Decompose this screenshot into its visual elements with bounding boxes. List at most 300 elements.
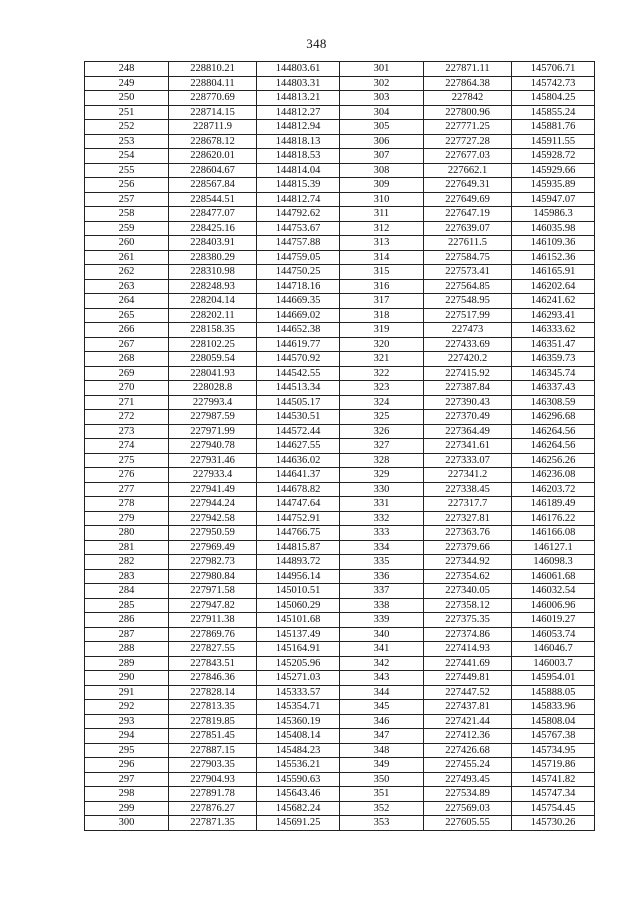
table-row [85, 366, 595, 381]
point-number-cell: 324 [340, 395, 424, 410]
point-number-cell: 302 [340, 76, 424, 91]
y-coordinate-cell: 145954.01 [512, 671, 595, 686]
x-coordinate-cell: 227942.58 [169, 511, 257, 526]
coordinates-table [84, 61, 595, 831]
y-coordinate-cell: 146189.49 [512, 497, 595, 512]
x-coordinate-cell: 227639.07 [424, 221, 512, 236]
table-row [85, 395, 595, 410]
y-coordinate-cell: 145719.86 [512, 758, 595, 773]
x-coordinate-cell: 227455.24 [424, 758, 512, 773]
table-row [85, 526, 595, 541]
x-coordinate-cell: 228403.91 [169, 236, 257, 251]
table-row [85, 221, 595, 236]
x-coordinate-cell: 227569.03 [424, 801, 512, 816]
y-coordinate-cell: 146333.62 [512, 323, 595, 338]
table-row [85, 685, 595, 700]
x-coordinate-cell: 227412.36 [424, 729, 512, 744]
point-number-cell: 350 [340, 772, 424, 787]
x-coordinate-cell: 227548.95 [424, 294, 512, 309]
x-coordinate-cell: 227390.43 [424, 395, 512, 410]
point-number-cell: 271 [85, 395, 169, 410]
y-coordinate-cell: 145484.23 [257, 743, 340, 758]
x-coordinate-cell: 227969.49 [169, 540, 257, 555]
x-coordinate-cell: 228202.11 [169, 308, 257, 323]
x-coordinate-cell: 227869.76 [169, 627, 257, 642]
table-row [85, 468, 595, 483]
x-coordinate-cell: 227971.99 [169, 424, 257, 439]
x-coordinate-cell: 227493.45 [424, 772, 512, 787]
x-coordinate-cell: 227317.7 [424, 497, 512, 512]
y-coordinate-cell: 145804.25 [512, 91, 595, 106]
point-number-cell: 351 [340, 787, 424, 802]
point-number-cell: 296 [85, 758, 169, 773]
y-coordinate-cell: 144505.17 [257, 395, 340, 410]
table-row [85, 540, 595, 555]
coordinates-table-body [85, 62, 595, 831]
point-number-cell: 284 [85, 584, 169, 599]
y-coordinate-cell: 146264.56 [512, 439, 595, 454]
table-row [85, 453, 595, 468]
table-row [85, 656, 595, 671]
point-number-cell: 310 [340, 192, 424, 207]
x-coordinate-cell: 227800.96 [424, 105, 512, 120]
point-number-cell: 262 [85, 265, 169, 280]
x-coordinate-cell: 227611.5 [424, 236, 512, 251]
y-coordinate-cell: 146035.98 [512, 221, 595, 236]
y-coordinate-cell: 144572.44 [257, 424, 340, 439]
y-coordinate-cell: 146293.41 [512, 308, 595, 323]
point-number-cell: 254 [85, 149, 169, 164]
x-coordinate-cell: 227904.93 [169, 772, 257, 787]
point-number-cell: 303 [340, 91, 424, 106]
table-row [85, 323, 595, 338]
table-row [85, 105, 595, 120]
x-coordinate-cell: 228804.11 [169, 76, 257, 91]
table-row [85, 91, 595, 106]
y-coordinate-cell: 145754.45 [512, 801, 595, 816]
table-row [85, 714, 595, 729]
y-coordinate-cell: 144757.88 [257, 236, 340, 251]
table-row [85, 700, 595, 715]
y-coordinate-cell: 145888.05 [512, 685, 595, 700]
x-coordinate-cell: 227573.41 [424, 265, 512, 280]
y-coordinate-cell: 144669.02 [257, 308, 340, 323]
table-row [85, 236, 595, 251]
point-number-cell: 332 [340, 511, 424, 526]
point-number-cell: 283 [85, 569, 169, 584]
point-number-cell: 249 [85, 76, 169, 91]
x-coordinate-cell: 227605.55 [424, 816, 512, 831]
point-number-cell: 312 [340, 221, 424, 236]
y-coordinate-cell: 144570.92 [257, 352, 340, 367]
table-row [85, 555, 595, 570]
x-coordinate-cell: 227827.55 [169, 642, 257, 657]
x-coordinate-cell: 227843.51 [169, 656, 257, 671]
x-coordinate-cell: 228477.07 [169, 207, 257, 222]
table-row [85, 76, 595, 91]
x-coordinate-cell: 228567.84 [169, 178, 257, 193]
point-number-cell: 282 [85, 555, 169, 570]
point-number-cell: 309 [340, 178, 424, 193]
point-number-cell: 253 [85, 134, 169, 149]
y-coordinate-cell: 146046.7 [512, 642, 595, 657]
point-number-cell: 298 [85, 787, 169, 802]
x-coordinate-cell: 227647.19 [424, 207, 512, 222]
y-coordinate-cell: 144814.04 [257, 163, 340, 178]
table-row [85, 163, 595, 178]
y-coordinate-cell: 144678.82 [257, 482, 340, 497]
point-number-cell: 344 [340, 685, 424, 700]
y-coordinate-cell: 146127.1 [512, 540, 595, 555]
table-row [85, 308, 595, 323]
x-coordinate-cell: 227354.62 [424, 569, 512, 584]
point-number-cell: 346 [340, 714, 424, 729]
x-coordinate-cell: 227846.36 [169, 671, 257, 686]
y-coordinate-cell: 144803.61 [257, 62, 340, 77]
table-row [85, 758, 595, 773]
x-coordinate-cell: 227433.69 [424, 337, 512, 352]
y-coordinate-cell: 144893.72 [257, 555, 340, 570]
y-coordinate-cell: 146241.62 [512, 294, 595, 309]
point-number-cell: 323 [340, 381, 424, 396]
point-number-cell: 252 [85, 120, 169, 135]
point-number-cell: 292 [85, 700, 169, 715]
y-coordinate-cell: 145747.34 [512, 787, 595, 802]
x-coordinate-cell: 227987.59 [169, 410, 257, 425]
y-coordinate-cell: 145354.71 [257, 700, 340, 715]
y-coordinate-cell: 145333.57 [257, 685, 340, 700]
x-coordinate-cell: 227727.28 [424, 134, 512, 149]
point-number-cell: 274 [85, 439, 169, 454]
y-coordinate-cell: 145706.71 [512, 62, 595, 77]
x-coordinate-cell: 227649.69 [424, 192, 512, 207]
table-row [85, 424, 595, 439]
x-coordinate-cell: 227871.35 [169, 816, 257, 831]
point-number-cell: 273 [85, 424, 169, 439]
point-number-cell: 342 [340, 656, 424, 671]
y-coordinate-cell: 144513.34 [257, 381, 340, 396]
x-coordinate-cell: 227982.73 [169, 555, 257, 570]
y-coordinate-cell: 145742.73 [512, 76, 595, 91]
table-row [85, 627, 595, 642]
point-number-cell: 340 [340, 627, 424, 642]
table-row [85, 482, 595, 497]
point-number-cell: 297 [85, 772, 169, 787]
point-number-cell: 295 [85, 743, 169, 758]
table-row [85, 729, 595, 744]
x-coordinate-cell: 227771.25 [424, 120, 512, 135]
point-number-cell: 287 [85, 627, 169, 642]
x-coordinate-cell: 227340.05 [424, 584, 512, 599]
table-row [85, 410, 595, 425]
x-coordinate-cell: 228678.12 [169, 134, 257, 149]
table-row [85, 381, 595, 396]
y-coordinate-cell: 146165.91 [512, 265, 595, 280]
point-number-cell: 256 [85, 178, 169, 193]
table-row [85, 62, 595, 77]
y-coordinate-cell: 144818.53 [257, 149, 340, 164]
y-coordinate-cell: 144753.67 [257, 221, 340, 236]
y-coordinate-cell: 145741.82 [512, 772, 595, 787]
table-row [85, 439, 595, 454]
x-coordinate-cell: 228810.21 [169, 62, 257, 77]
point-number-cell: 336 [340, 569, 424, 584]
x-coordinate-cell: 227344.92 [424, 555, 512, 570]
y-coordinate-cell: 145911.55 [512, 134, 595, 149]
point-number-cell: 325 [340, 410, 424, 425]
x-coordinate-cell: 227447.52 [424, 685, 512, 700]
x-coordinate-cell: 228248.93 [169, 279, 257, 294]
x-coordinate-cell: 227819.85 [169, 714, 257, 729]
y-coordinate-cell: 144815.39 [257, 178, 340, 193]
y-coordinate-cell: 146098.3 [512, 555, 595, 570]
point-number-cell: 290 [85, 671, 169, 686]
x-coordinate-cell: 227980.84 [169, 569, 257, 584]
x-coordinate-cell: 228158.35 [169, 323, 257, 338]
x-coordinate-cell: 227517.99 [424, 308, 512, 323]
table-row [85, 120, 595, 135]
x-coordinate-cell: 227649.31 [424, 178, 512, 193]
point-number-cell: 327 [340, 439, 424, 454]
table-row [85, 207, 595, 222]
point-number-cell: 276 [85, 468, 169, 483]
point-number-cell: 250 [85, 91, 169, 106]
y-coordinate-cell: 145833.96 [512, 700, 595, 715]
point-number-cell: 272 [85, 410, 169, 425]
x-coordinate-cell: 228714.15 [169, 105, 257, 120]
x-coordinate-cell: 227871.11 [424, 62, 512, 77]
x-coordinate-cell: 227441.69 [424, 656, 512, 671]
table-row [85, 265, 595, 280]
point-number-cell: 339 [340, 613, 424, 628]
table-row [85, 598, 595, 613]
point-number-cell: 288 [85, 642, 169, 657]
x-coordinate-cell: 227374.86 [424, 627, 512, 642]
point-number-cell: 335 [340, 555, 424, 570]
y-coordinate-cell: 145691.25 [257, 816, 340, 831]
point-number-cell: 345 [340, 700, 424, 715]
y-coordinate-cell: 145986.3 [512, 207, 595, 222]
y-coordinate-cell: 145808.04 [512, 714, 595, 729]
point-number-cell: 313 [340, 236, 424, 251]
y-coordinate-cell: 145767.38 [512, 729, 595, 744]
y-coordinate-cell: 146296.68 [512, 410, 595, 425]
y-coordinate-cell: 145881.76 [512, 120, 595, 135]
point-number-cell: 275 [85, 453, 169, 468]
table-row [85, 149, 595, 164]
x-coordinate-cell: 227564.85 [424, 279, 512, 294]
point-number-cell: 317 [340, 294, 424, 309]
table-row [85, 772, 595, 787]
x-coordinate-cell: 227940.78 [169, 439, 257, 454]
point-number-cell: 263 [85, 279, 169, 294]
point-number-cell: 306 [340, 134, 424, 149]
point-number-cell: 300 [85, 816, 169, 831]
x-coordinate-cell: 228380.29 [169, 250, 257, 265]
x-coordinate-cell: 227662.1 [424, 163, 512, 178]
x-coordinate-cell: 227437.81 [424, 700, 512, 715]
table-row [85, 511, 595, 526]
point-number-cell: 318 [340, 308, 424, 323]
point-number-cell: 248 [85, 62, 169, 77]
point-number-cell: 261 [85, 250, 169, 265]
point-number-cell: 281 [85, 540, 169, 555]
point-number-cell: 343 [340, 671, 424, 686]
point-number-cell: 330 [340, 482, 424, 497]
table-row [85, 134, 595, 149]
y-coordinate-cell: 145408.14 [257, 729, 340, 744]
x-coordinate-cell: 228620.01 [169, 149, 257, 164]
point-number-cell: 326 [340, 424, 424, 439]
y-coordinate-cell: 144766.75 [257, 526, 340, 541]
y-coordinate-cell: 144627.55 [257, 439, 340, 454]
point-number-cell: 299 [85, 801, 169, 816]
point-number-cell: 353 [340, 816, 424, 831]
x-coordinate-cell: 227363.76 [424, 526, 512, 541]
table-row [85, 816, 595, 831]
x-coordinate-cell: 227887.15 [169, 743, 257, 758]
point-number-cell: 331 [340, 497, 424, 512]
point-number-cell: 319 [340, 323, 424, 338]
table-row [85, 584, 595, 599]
point-number-cell: 348 [340, 743, 424, 758]
point-number-cell: 304 [340, 105, 424, 120]
point-number-cell: 314 [340, 250, 424, 265]
x-coordinate-cell: 227414.93 [424, 642, 512, 657]
y-coordinate-cell: 144812.94 [257, 120, 340, 135]
y-coordinate-cell: 144542.55 [257, 366, 340, 381]
y-coordinate-cell: 146256.26 [512, 453, 595, 468]
point-number-cell: 316 [340, 279, 424, 294]
table-row [85, 642, 595, 657]
y-coordinate-cell: 146359.73 [512, 352, 595, 367]
x-coordinate-cell: 227358.12 [424, 598, 512, 613]
point-number-cell: 341 [340, 642, 424, 657]
x-coordinate-cell: 228041.93 [169, 366, 257, 381]
x-coordinate-cell: 227584.75 [424, 250, 512, 265]
point-number-cell: 307 [340, 149, 424, 164]
x-coordinate-cell: 228544.51 [169, 192, 257, 207]
table-row [85, 671, 595, 686]
x-coordinate-cell: 227941.49 [169, 482, 257, 497]
y-coordinate-cell: 146032.54 [512, 584, 595, 599]
y-coordinate-cell: 146109.36 [512, 236, 595, 251]
x-coordinate-cell: 227426.68 [424, 743, 512, 758]
x-coordinate-cell: 227379.66 [424, 540, 512, 555]
y-coordinate-cell: 146006.96 [512, 598, 595, 613]
point-number-cell: 269 [85, 366, 169, 381]
point-number-cell: 291 [85, 685, 169, 700]
y-coordinate-cell: 145928.72 [512, 149, 595, 164]
y-coordinate-cell: 144812.74 [257, 192, 340, 207]
point-number-cell: 289 [85, 656, 169, 671]
point-number-cell: 294 [85, 729, 169, 744]
y-coordinate-cell: 144752.91 [257, 511, 340, 526]
point-number-cell: 280 [85, 526, 169, 541]
y-coordinate-cell: 145205.96 [257, 656, 340, 671]
x-coordinate-cell: 227931.46 [169, 453, 257, 468]
y-coordinate-cell: 144815.87 [257, 540, 340, 555]
x-coordinate-cell: 227944.24 [169, 497, 257, 512]
y-coordinate-cell: 146308.59 [512, 395, 595, 410]
point-number-cell: 308 [340, 163, 424, 178]
x-coordinate-cell: 227950.59 [169, 526, 257, 541]
y-coordinate-cell: 144641.37 [257, 468, 340, 483]
x-coordinate-cell: 228102.25 [169, 337, 257, 352]
y-coordinate-cell: 146061.68 [512, 569, 595, 584]
point-number-cell: 258 [85, 207, 169, 222]
point-number-cell: 293 [85, 714, 169, 729]
point-number-cell: 305 [340, 120, 424, 135]
point-number-cell: 285 [85, 598, 169, 613]
y-coordinate-cell: 145730.26 [512, 816, 595, 831]
x-coordinate-cell: 227421.44 [424, 714, 512, 729]
y-coordinate-cell: 145271.03 [257, 671, 340, 686]
page-number: 348 [306, 36, 327, 51]
y-coordinate-cell: 146337.43 [512, 381, 595, 396]
y-coordinate-cell: 146003.7 [512, 656, 595, 671]
x-coordinate-cell: 228425.16 [169, 221, 257, 236]
table-row [85, 294, 595, 309]
point-number-cell: 268 [85, 352, 169, 367]
point-number-cell: 322 [340, 366, 424, 381]
x-coordinate-cell: 227947.82 [169, 598, 257, 613]
y-coordinate-cell: 145929.66 [512, 163, 595, 178]
x-coordinate-cell: 227370.49 [424, 410, 512, 425]
x-coordinate-cell: 227876.27 [169, 801, 257, 816]
point-number-cell: 267 [85, 337, 169, 352]
y-coordinate-cell: 144619.77 [257, 337, 340, 352]
y-coordinate-cell: 144747.64 [257, 497, 340, 512]
y-coordinate-cell: 145010.51 [257, 584, 340, 599]
y-coordinate-cell: 145643.46 [257, 787, 340, 802]
point-number-cell: 260 [85, 236, 169, 251]
y-coordinate-cell: 146345.74 [512, 366, 595, 381]
y-coordinate-cell: 146203.72 [512, 482, 595, 497]
x-coordinate-cell: 228310.98 [169, 265, 257, 280]
y-coordinate-cell: 146176.22 [512, 511, 595, 526]
point-number-cell: 279 [85, 511, 169, 526]
x-coordinate-cell: 227341.2 [424, 468, 512, 483]
y-coordinate-cell: 144956.14 [257, 569, 340, 584]
x-coordinate-cell: 227993.4 [169, 395, 257, 410]
table-row [85, 279, 595, 294]
x-coordinate-cell: 228059.54 [169, 352, 257, 367]
point-number-cell: 277 [85, 482, 169, 497]
y-coordinate-cell: 146152.36 [512, 250, 595, 265]
table-row [85, 743, 595, 758]
y-coordinate-cell: 144718.16 [257, 279, 340, 294]
x-coordinate-cell: 227364.49 [424, 424, 512, 439]
point-number-cell: 329 [340, 468, 424, 483]
point-number-cell: 270 [85, 381, 169, 396]
point-number-cell: 257 [85, 192, 169, 207]
point-number-cell: 278 [85, 497, 169, 512]
y-coordinate-cell: 144669.35 [257, 294, 340, 309]
y-coordinate-cell: 145536.21 [257, 758, 340, 773]
x-coordinate-cell: 227341.61 [424, 439, 512, 454]
y-coordinate-cell: 146166.08 [512, 526, 595, 541]
y-coordinate-cell: 145935.89 [512, 178, 595, 193]
y-coordinate-cell: 146019.27 [512, 613, 595, 628]
y-coordinate-cell: 144636.02 [257, 453, 340, 468]
y-coordinate-cell: 146236.08 [512, 468, 595, 483]
x-coordinate-cell: 227415.92 [424, 366, 512, 381]
x-coordinate-cell: 228711.9 [169, 120, 257, 135]
point-number-cell: 352 [340, 801, 424, 816]
point-number-cell: 265 [85, 308, 169, 323]
x-coordinate-cell: 227375.35 [424, 613, 512, 628]
